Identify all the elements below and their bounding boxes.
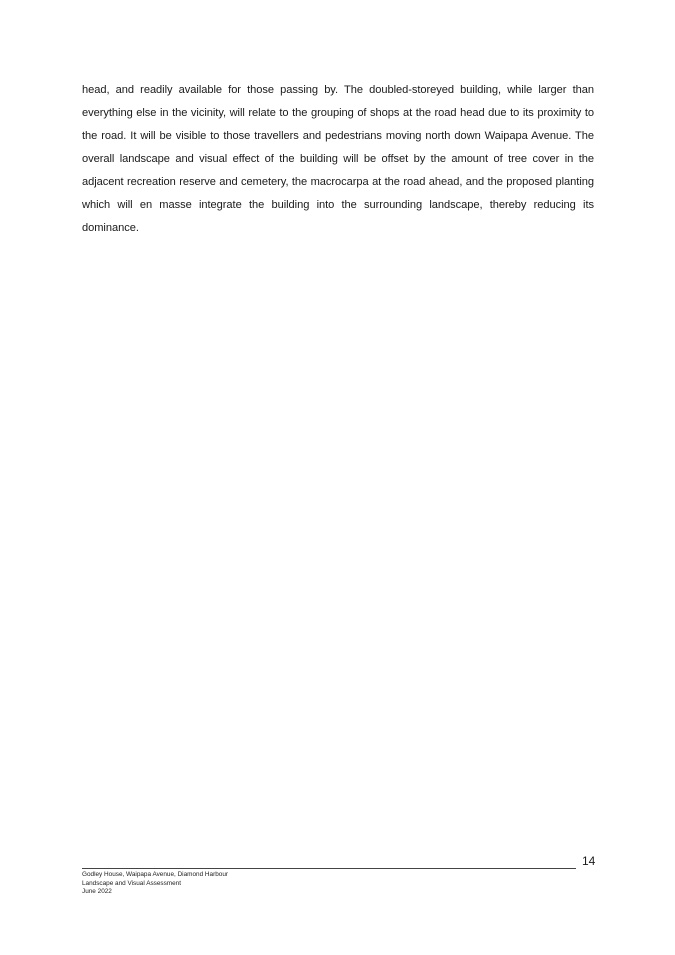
footer-report-title: Landscape and Visual Assessment	[82, 879, 182, 887]
body-paragraph: head, and readily available for those passing by. The doubled-storeyed building, while larger than everything else in the vicinity, will relate to the grouping of shops at the road head due to its proximity to the road. It will be visible to those travellers and pedestrians moving north down Waipapa Avenue. The overall landscape and visual effect of the building will be offset by the amount of tree cover in the adjacent recreation reserve and cemetery, the macrocarpa at the road ahead, and the proposed planting which will en masse integrate the building into the surrounding landscape, thereby reducing its dominance.	[82, 84, 594, 234]
footer	[82, 871, 228, 897]
footer-project-title: Godley House, Waipapa Avenue, Diamond Harbour	[82, 871, 229, 878]
footer-divider	[82, 868, 576, 869]
page-number: 14	[582, 854, 596, 868]
footer-date: June 2022	[82, 888, 112, 895]
